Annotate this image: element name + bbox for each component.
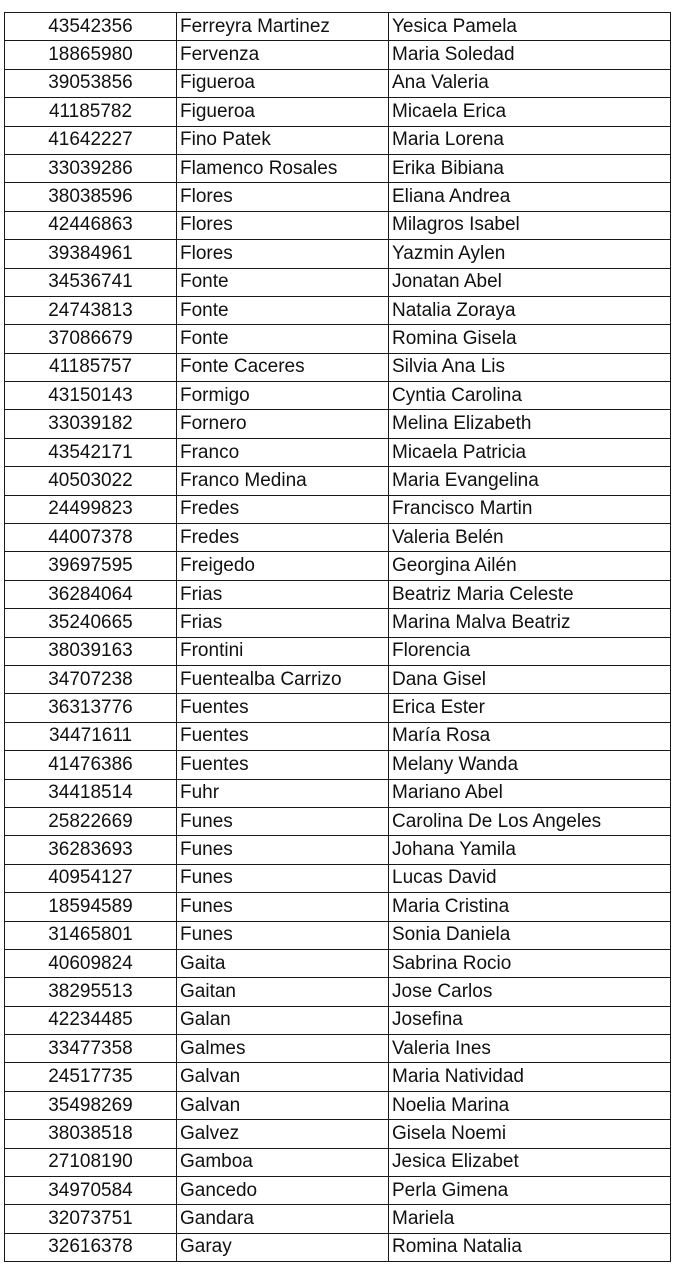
surname-cell: Frias xyxy=(177,609,389,637)
given-names-cell: Carolina De Los Angeles xyxy=(389,807,671,835)
table-row xyxy=(5,495,671,523)
table-row xyxy=(5,807,671,835)
table-row xyxy=(5,183,671,211)
dni-cell: 38295513 xyxy=(5,978,177,1006)
surname-cell: Flores xyxy=(177,240,389,268)
given-names-cell: Florencia xyxy=(389,637,671,665)
table-row xyxy=(5,211,671,239)
surname-cell: Gaita xyxy=(177,949,389,977)
given-names-cell: Beatriz Maria Celeste xyxy=(389,580,671,608)
dni-cell: 32616378 xyxy=(5,1233,177,1261)
table-row xyxy=(5,836,671,864)
surname-cell: Galvan xyxy=(177,1063,389,1091)
table-row xyxy=(5,69,671,97)
given-names-cell: Erika Bibiana xyxy=(389,154,671,182)
dni-cell: 34418514 xyxy=(5,779,177,807)
given-names-cell: Sabrina Rocio xyxy=(389,949,671,977)
dni-cell: 36313776 xyxy=(5,694,177,722)
surname-cell: Funes xyxy=(177,893,389,921)
given-names-cell: Cyntia Carolina xyxy=(389,382,671,410)
given-names-cell: Natalia Zoraya xyxy=(389,296,671,324)
surname-cell: Frontini xyxy=(177,637,389,665)
table-row xyxy=(5,13,671,41)
table-row xyxy=(5,637,671,665)
dni-cell: 44007378 xyxy=(5,524,177,552)
table-row xyxy=(5,126,671,154)
given-names-cell: Francisco Martin xyxy=(389,495,671,523)
given-names-cell: Jose Carlos xyxy=(389,978,671,1006)
table-row xyxy=(5,949,671,977)
given-names-cell: Lucas David xyxy=(389,864,671,892)
dni-cell: 43542171 xyxy=(5,438,177,466)
table-row xyxy=(5,1035,671,1063)
surname-cell: Funes xyxy=(177,836,389,864)
given-names-cell: Ana Valeria xyxy=(389,69,671,97)
table-row xyxy=(5,779,671,807)
surname-cell: Fredes xyxy=(177,495,389,523)
dni-cell: 34970584 xyxy=(5,1177,177,1205)
surname-cell: Ferreyra Martinez xyxy=(177,13,389,41)
surname-cell: Gancedo xyxy=(177,1177,389,1205)
surname-cell: Funes xyxy=(177,807,389,835)
dni-cell: 31465801 xyxy=(5,921,177,949)
dni-cell: 40609824 xyxy=(5,949,177,977)
table-row xyxy=(5,268,671,296)
surname-cell: Fredes xyxy=(177,524,389,552)
table-row xyxy=(5,240,671,268)
surname-cell: Gandara xyxy=(177,1205,389,1233)
dni-cell: 18594589 xyxy=(5,893,177,921)
dni-cell: 27108190 xyxy=(5,1148,177,1176)
given-names-cell: Maria Lorena xyxy=(389,126,671,154)
given-names-cell: Josefina xyxy=(389,1006,671,1034)
surname-cell: Fuentes xyxy=(177,751,389,779)
table-row xyxy=(5,580,671,608)
table-row xyxy=(5,382,671,410)
people-table xyxy=(4,12,671,1262)
table-row xyxy=(5,325,671,353)
given-names-cell: Milagros Isabel xyxy=(389,211,671,239)
table-row xyxy=(5,296,671,324)
given-names-cell: Maria Cristina xyxy=(389,893,671,921)
dni-cell: 33039286 xyxy=(5,154,177,182)
people-table-body xyxy=(5,13,671,1262)
table-row xyxy=(5,438,671,466)
given-names-cell: Micaela Patricia xyxy=(389,438,671,466)
given-names-cell: Mariela xyxy=(389,1205,671,1233)
dni-cell: 34536741 xyxy=(5,268,177,296)
given-names-cell: Silvia Ana Lis xyxy=(389,353,671,381)
table-row xyxy=(5,751,671,779)
dni-cell: 41185757 xyxy=(5,353,177,381)
surname-cell: Fino Patek xyxy=(177,126,389,154)
dni-cell: 32073751 xyxy=(5,1205,177,1233)
surname-cell: Galvez xyxy=(177,1120,389,1148)
surname-cell: Fonte Caceres xyxy=(177,353,389,381)
dni-cell: 25822669 xyxy=(5,807,177,835)
given-names-cell: Yazmin Aylen xyxy=(389,240,671,268)
table-row xyxy=(5,921,671,949)
table-row xyxy=(5,1006,671,1034)
surname-cell: Galan xyxy=(177,1006,389,1034)
table-row xyxy=(5,1120,671,1148)
surname-cell: Fonte xyxy=(177,325,389,353)
surname-cell: Fuentes xyxy=(177,722,389,750)
dni-cell: 35240665 xyxy=(5,609,177,637)
given-names-cell: Dana Gisel xyxy=(389,665,671,693)
dni-cell: 18865980 xyxy=(5,41,177,69)
table-row xyxy=(5,665,671,693)
surname-cell: Gamboa xyxy=(177,1148,389,1176)
surname-cell: Gaitan xyxy=(177,978,389,1006)
given-names-cell: María Rosa xyxy=(389,722,671,750)
table-row xyxy=(5,609,671,637)
table-row xyxy=(5,1063,671,1091)
table-row xyxy=(5,1091,671,1119)
given-names-cell: Maria Soledad xyxy=(389,41,671,69)
table-row xyxy=(5,41,671,69)
given-names-cell: Marina Malva Beatriz xyxy=(389,609,671,637)
dni-cell: 33039182 xyxy=(5,410,177,438)
given-names-cell: Noelia Marina xyxy=(389,1091,671,1119)
surname-cell: Figueroa xyxy=(177,69,389,97)
surname-cell: Fuentes xyxy=(177,694,389,722)
surname-cell: Flores xyxy=(177,211,389,239)
given-names-cell: Sonia Daniela xyxy=(389,921,671,949)
given-names-cell: Mariano Abel xyxy=(389,779,671,807)
dni-cell: 24743813 xyxy=(5,296,177,324)
given-names-cell: Romina Gisela xyxy=(389,325,671,353)
table-row xyxy=(5,1205,671,1233)
surname-cell: Galmes xyxy=(177,1035,389,1063)
dni-cell: 36283693 xyxy=(5,836,177,864)
surname-cell: Galvan xyxy=(177,1091,389,1119)
surname-cell: Fuentealba Carrizo xyxy=(177,665,389,693)
surname-cell: Franco Medina xyxy=(177,467,389,495)
surname-cell: Fuhr xyxy=(177,779,389,807)
dni-cell: 38038518 xyxy=(5,1120,177,1148)
dni-cell: 34471611 xyxy=(5,722,177,750)
dni-cell: 39697595 xyxy=(5,552,177,580)
surname-cell: Fornero xyxy=(177,410,389,438)
dni-cell: 43150143 xyxy=(5,382,177,410)
surname-cell: Figueroa xyxy=(177,98,389,126)
surname-cell: Fonte xyxy=(177,296,389,324)
table-row xyxy=(5,722,671,750)
dni-cell: 42446863 xyxy=(5,211,177,239)
given-names-cell: Romina Natalia xyxy=(389,1233,671,1261)
table-row xyxy=(5,524,671,552)
dni-cell: 38039163 xyxy=(5,637,177,665)
surname-cell: Flamenco Rosales xyxy=(177,154,389,182)
dni-cell: 37086679 xyxy=(5,325,177,353)
surname-cell: Franco xyxy=(177,438,389,466)
surname-cell: Garay xyxy=(177,1233,389,1261)
given-names-cell: Valeria Belén xyxy=(389,524,671,552)
surname-cell: Freigedo xyxy=(177,552,389,580)
given-names-cell: Yesica Pamela xyxy=(389,13,671,41)
table-row xyxy=(5,353,671,381)
surname-cell: Funes xyxy=(177,921,389,949)
dni-cell: 40503022 xyxy=(5,467,177,495)
dni-cell: 36284064 xyxy=(5,580,177,608)
dni-cell: 43542356 xyxy=(5,13,177,41)
surname-cell: Formigo xyxy=(177,382,389,410)
surname-cell: Fervenza xyxy=(177,41,389,69)
dni-cell: 33477358 xyxy=(5,1035,177,1063)
given-names-cell: Melany Wanda xyxy=(389,751,671,779)
table-row xyxy=(5,410,671,438)
surname-cell: Fonte xyxy=(177,268,389,296)
given-names-cell: Melina Elizabeth xyxy=(389,410,671,438)
table-row xyxy=(5,1233,671,1261)
given-names-cell: Valeria Ines xyxy=(389,1035,671,1063)
dni-cell: 41476386 xyxy=(5,751,177,779)
dni-cell: 39053856 xyxy=(5,69,177,97)
surname-cell: Funes xyxy=(177,864,389,892)
given-names-cell: Erica Ester xyxy=(389,694,671,722)
given-names-cell: Jesica Elizabet xyxy=(389,1148,671,1176)
given-names-cell: Maria Evangelina xyxy=(389,467,671,495)
table-row xyxy=(5,467,671,495)
given-names-cell: Jonatan Abel xyxy=(389,268,671,296)
table-row xyxy=(5,98,671,126)
dni-cell: 41185782 xyxy=(5,98,177,126)
surname-cell: Flores xyxy=(177,183,389,211)
given-names-cell: Johana Yamila xyxy=(389,836,671,864)
given-names-cell: Perla Gimena xyxy=(389,1177,671,1205)
given-names-cell: Georgina Ailén xyxy=(389,552,671,580)
surname-cell: Frias xyxy=(177,580,389,608)
given-names-cell: Micaela Erica xyxy=(389,98,671,126)
dni-cell: 42234485 xyxy=(5,1006,177,1034)
table-row xyxy=(5,893,671,921)
dni-cell: 39384961 xyxy=(5,240,177,268)
dni-cell: 34707238 xyxy=(5,665,177,693)
table-row xyxy=(5,154,671,182)
table-row xyxy=(5,694,671,722)
dni-cell: 24499823 xyxy=(5,495,177,523)
given-names-cell: Eliana Andrea xyxy=(389,183,671,211)
table-row xyxy=(5,978,671,1006)
given-names-cell: Maria Natividad xyxy=(389,1063,671,1091)
dni-cell: 24517735 xyxy=(5,1063,177,1091)
dni-cell: 40954127 xyxy=(5,864,177,892)
table-row xyxy=(5,552,671,580)
given-names-cell: Gisela Noemi xyxy=(389,1120,671,1148)
table-row xyxy=(5,1177,671,1205)
table-row xyxy=(5,864,671,892)
table-row xyxy=(5,1148,671,1176)
dni-cell: 38038596 xyxy=(5,183,177,211)
dni-cell: 41642227 xyxy=(5,126,177,154)
dni-cell: 35498269 xyxy=(5,1091,177,1119)
